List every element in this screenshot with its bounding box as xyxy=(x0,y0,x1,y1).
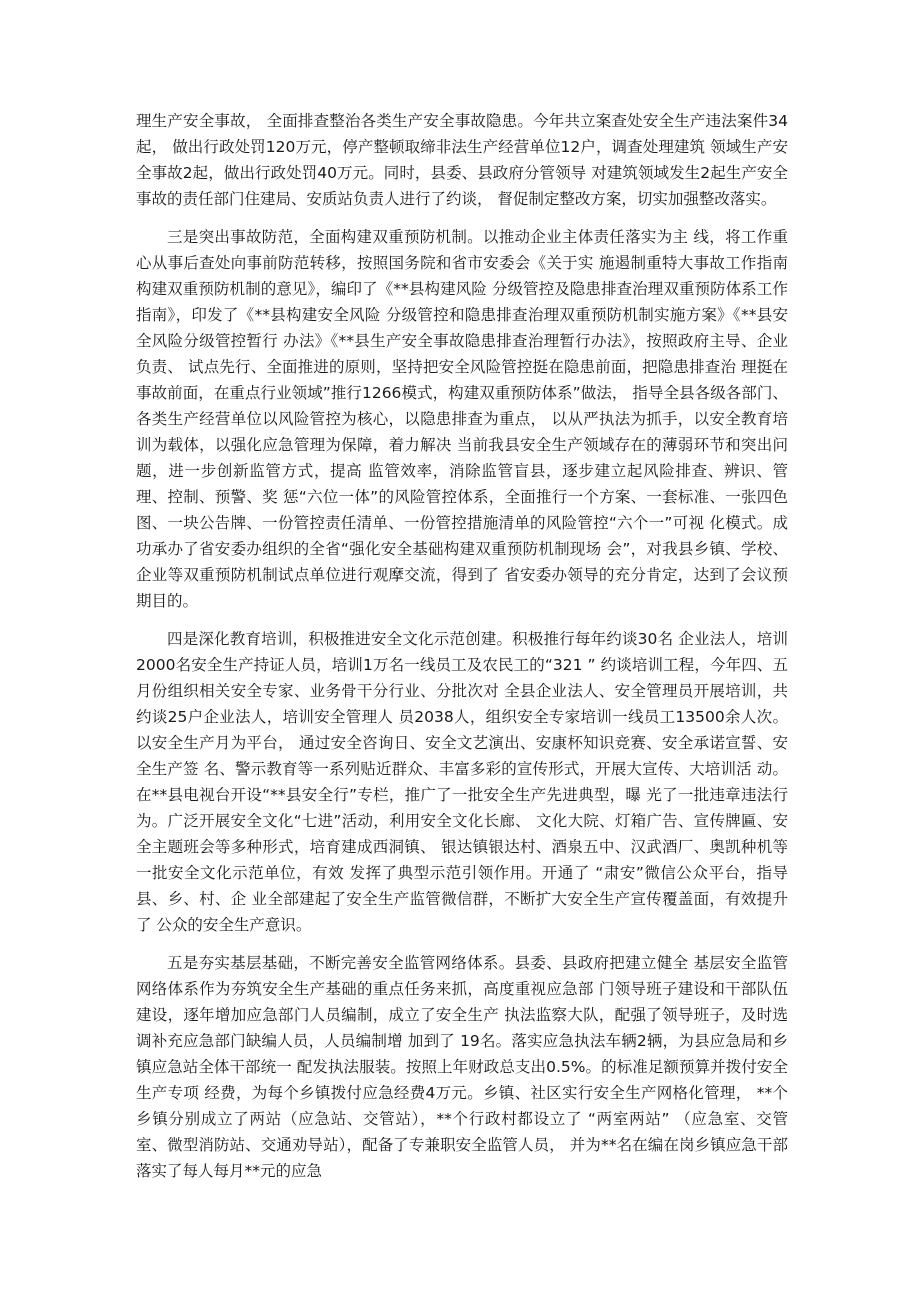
paragraph-3: 四是深化教育培训，积极推进安全文化示范创建。积极推行每年约谈30名 企业法人，培训2000名安全生产持证人员，培训1万名一线员工及农民工的“321 ” 约谈培训工程，今年四、五月份组织相关安全专家、业务骨干分行业、分批次对 全县企业法人、安全管理员开展培训，共约谈25户企业法人，培训安全管理人 员2038人，组织安全专家培训一线员工13500余人次。以安全生产月为平台， 通过安全咨询日、安全文艺演出、安康杯知识竞赛、安全承诺宣誓、安全生产签 名、警示教育等一系列贴近群众、丰富多彩的宣传形式，开展大宣传、大培训活 动。在**县电视台开设“**县安全行”专栏，推广了一批安全生产先进典型，曝 光了一批违章违法行为。广泛开展安全文化“七进”活动，利用安全文化长廊、 文化大院、灯箱广告、宣传牌匾、安全主题班会等多种形式，培育建成西洞镇、 银达镇银达村、酒泉五中、汉武酒厂、奥凯种机等一批安全文化示范单位，有效 发挥了典型示范引领作用。开通了 “肃安”微信公众平台，指导县、乡、村、企 业全部建起了安全生产监管微信群，不断扩大安全生产宣传覆盖面，有效提升了 公众的安全生产意识。 xyxy=(136,630,788,934)
paragraph-2: 三是突出事故防范，全面构建双重预防机制。以推动企业主体责任落实为主 线，将工作重心从事后查处向事前防范转移，按照国务院和省市安委会《关于实 施遏制重特大事故工作指南构建双重预防机制的意见》，编印了《**县构建风险 分级管控及隐患排查治理双重预防体系工作指南》，印发了《**县构建安全风险 分级管控和隐患排查治理双重预防机制实施方案》《**县安全风险分级管控暂行 办法》《**县生产安全事故隐患排查治理暂行办法》，按照政府主导、企业负责、 试点先行、全面推进的原则，坚持把安全风险管控挺在隐患前面，把隐患排查治 理挺在事故前面，在重点行业领域”推行1266模式，构建双重预防体系”做法， 指导全县各级各部门、各类生产经营单位以风险管控为核心，以隐患排查为重点， 以从严执法为抓手，以安全教育培训为载体，以强化应急管理为保障，着力解决 当前我县安全生产领域存在的薄弱环节和突出问题，进一步创新监管方式，提高 监管效率，消除监管盲县，逐步建立起风险排查、辨识、管理、控制、预警、奖 惩“六位一体”的风险管控体系，全面推行一个方案、一套标准、一张四色图、一块公告牌、一份管控责任清单、一份管控措施清单的风险管控“六个一”可视 化模式。成功承办了省安委办组织的全省“强化安全基础构建双重预防机制现场 会”，对我县乡镇、学校、企业等双重预防机制试点单位进行观摩交流，得到了 省安委办领导的充分肯定，达到了会议预期目的。 xyxy=(136,228,788,610)
paragraph-4: 五是夯实基层基础，不断完善安全监管网络体系。县委、县政府把建立健全 基层安全监管网络体系作为夯筑安全生产基础的重点任务来抓，高度重视应急部 门领导班子建设和干部队伍建设，逐年增加应急部门人员编制，成立了安全生产 执法监察大队，配强了领导班子，及时选调补充应急部门缺编人员，人员编制增 加到了 19名。落实应急执法车辆2辆，为县应急局和乡镇应急站全体干部统一 配发执法服装。按照上年财政总支出0.5%。的标准足额预算并拨付安全生产专项 经费，为每个乡镇拨付应急经费4万元。乡镇、社区实行安全生产网格化管理， **个乡镇分别成立了两站（应急站、交管站），**个行政村都设立了 “两室两站” （应急室、交管室、微型消防站、交通劝导站），配备了专兼职安全监管人员， 并为**名在编在岗乡镇应急干部落实了每人每月**元的应急 xyxy=(136,954,788,1180)
document-page xyxy=(136,108,788,1196)
paragraph-1: 理生产安全事故， 全面排查整治各类生产安全事故隐患。今年共立案查处安全生产违法案件34起， 做出行政处罚120万元，停产整顿取缔非法生产经营单位12户，调查处理建筑 领域生产安全事故2起，做出行政处罚40万元。同时，县委、县政府分管领导 对建筑领域发生2起生产安全事故的责任部门住建局、安质站负责人进行了约谈， 督促制定整改方案，切实加强整改落实。 xyxy=(136,112,788,208)
